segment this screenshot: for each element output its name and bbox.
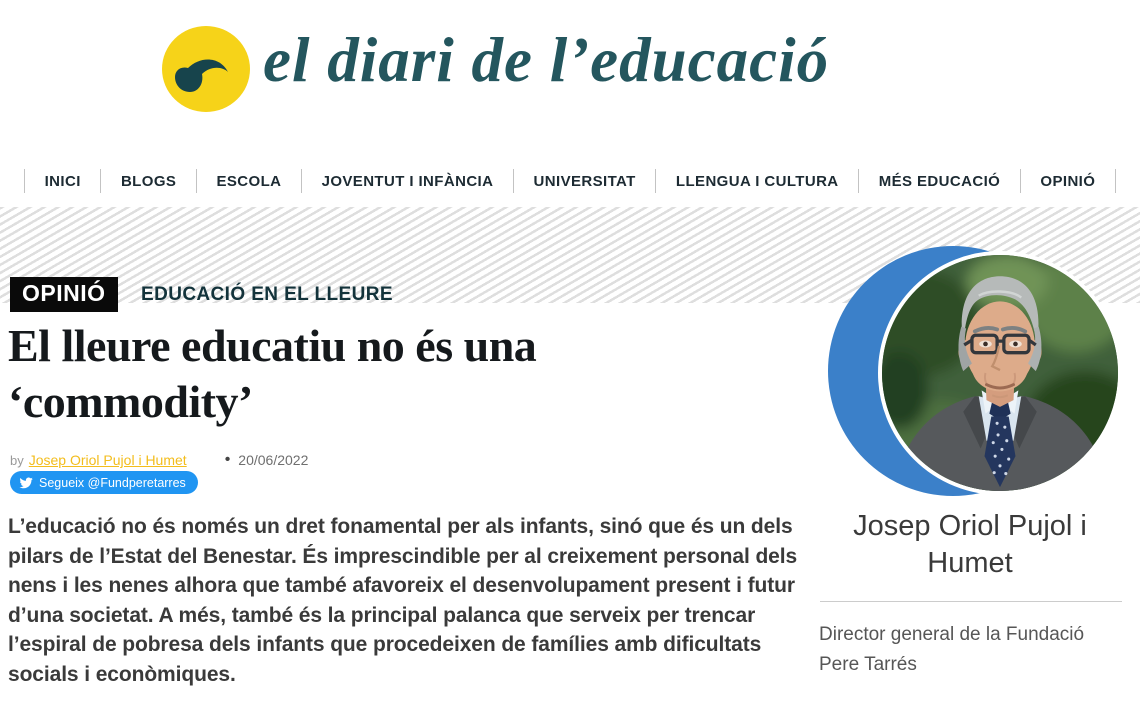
nav-item-inici[interactable]: INICI xyxy=(44,172,81,190)
nav-separator xyxy=(655,169,656,193)
author-link[interactable]: Josep Oriol Pujol i Humet xyxy=(28,452,187,468)
nav-item-llengua[interactable]: LLENGUA I CULTURA xyxy=(675,172,839,190)
twitter-follow-button[interactable] xyxy=(10,471,198,494)
twitter-bird-icon xyxy=(19,476,33,490)
author-photo xyxy=(878,251,1122,495)
nav-item-universitat[interactable]: UNIVERSITAT xyxy=(533,172,636,190)
nav-item-opinio[interactable]: OPINIÓ xyxy=(1040,172,1096,190)
category-label[interactable]: EDUCACIÓ EN EL LLEURE xyxy=(141,284,393,305)
site-logo[interactable] xyxy=(162,26,250,112)
nav-item-mes-educacio[interactable]: MÉS EDUCACIÓ xyxy=(878,172,1001,190)
lead-paragraph: L’educació no és només un dret fonamental per als infants, sinó que és un dels pilars de l’Estat del Benestar. És imprescindible per al creixement personal dels nens i les nenes alhora que també afavoreix el desenvolupament present i futur d’una societat. A més, també és la principal palanca que serveix per trencar l’espiral de pobresa dels infants que procedeixen de famílies amb dificultats socials i econòmiques. xyxy=(8,515,798,686)
sidebar-author-name: Josep Oriol Pujol i Humet xyxy=(853,510,1087,579)
article-headline: El lleure educatiu no és una ‘commodity’ xyxy=(8,320,537,427)
sidebar-divider xyxy=(820,601,1122,602)
nav-separator xyxy=(24,169,25,193)
main-nav xyxy=(0,162,1140,200)
nav-item-blogs[interactable]: BLOGS xyxy=(120,172,177,190)
nav-separator xyxy=(100,169,101,193)
nav-separator xyxy=(1115,169,1116,193)
nav-item-escola[interactable]: ESCOLA xyxy=(216,172,282,190)
twitter-follow-label: Segueix @Fundperetarres xyxy=(39,475,186,490)
nav-separator xyxy=(196,169,197,193)
masthead xyxy=(0,0,1140,150)
opinion-badge[interactable]: OPINIÓ xyxy=(10,277,118,312)
nav-separator xyxy=(513,169,514,193)
publish-date: 20/06/2022 xyxy=(238,452,309,468)
nav-separator xyxy=(1020,169,1021,193)
nav-item-joventut[interactable]: JOVENTUT I INFÀNCIA xyxy=(321,172,494,190)
site-title[interactable]: el diari de l’educació xyxy=(263,25,830,95)
nav-separator xyxy=(858,169,859,193)
bullet-separator: • xyxy=(224,451,231,468)
nav-separator xyxy=(301,169,302,193)
sidebar-author-role: Director general de la Fundació Pere Tarrés xyxy=(819,624,1085,675)
byline xyxy=(10,451,308,469)
byline-prefix: by xyxy=(10,452,24,468)
publish-date-wrap xyxy=(225,451,309,469)
